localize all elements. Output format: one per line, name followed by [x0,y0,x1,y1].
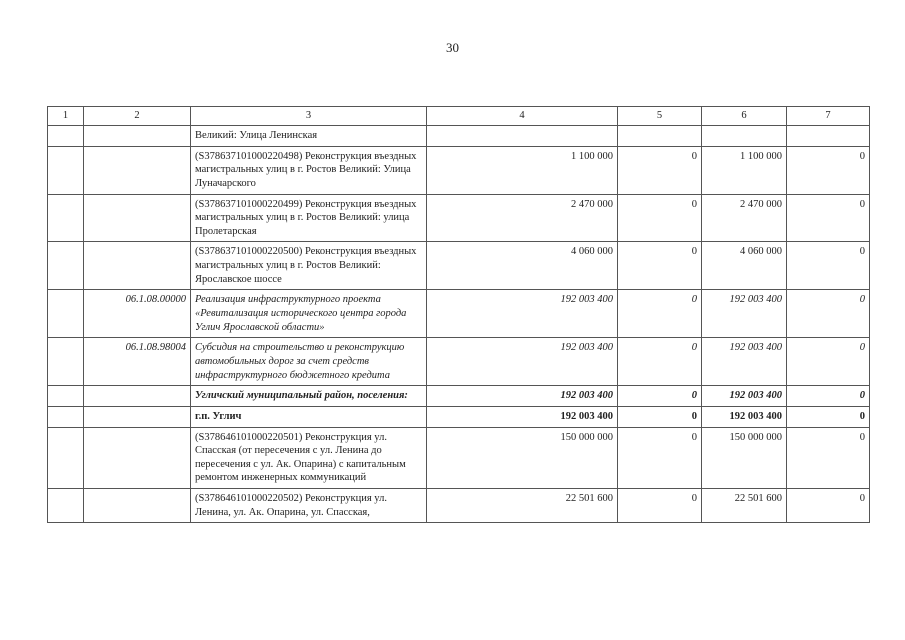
cell-name: (S378637101000220498) Реконструкция въездных магистральных улиц в г. Ростов Великий: Улица Луначарского [191,146,427,194]
column-header: 1 [48,107,84,126]
cell-amount-total: 192 003 400 [427,338,618,386]
cell-amount-regional: 150 000 000 [702,427,787,489]
cell-amount-federal: 0 [618,489,702,523]
cell-amount-total [427,126,618,147]
cell-col1 [48,338,84,386]
cell-amount-other: 0 [787,338,870,386]
cell-col1 [48,489,84,523]
cell-code: 06.1.08.00000 [84,290,191,338]
table-header-row [48,107,870,126]
cell-amount-regional: 22 501 600 [702,489,787,523]
cell-amount-other: 0 [787,242,870,290]
cell-name: г.п. Углич [191,406,427,427]
cell-code [84,126,191,147]
cell-amount-federal: 0 [618,146,702,194]
cell-amount-regional: 192 003 400 [702,290,787,338]
table-row [48,406,870,427]
cell-name: Угличский муниципальный район, поселения: [191,386,427,407]
table-row [48,338,870,386]
cell-amount-total: 192 003 400 [427,406,618,427]
column-header: 7 [787,107,870,126]
cell-col1 [48,386,84,407]
cell-amount-federal: 0 [618,242,702,290]
cell-amount-other: 0 [787,290,870,338]
table-row [48,126,870,147]
budget-table [47,106,870,523]
cell-code [84,406,191,427]
table-row [48,290,870,338]
column-header: 3 [191,107,427,126]
cell-col1 [48,194,84,242]
cell-amount-other: 0 [787,489,870,523]
cell-amount-federal: 0 [618,290,702,338]
cell-name: (S378646101000220501) Реконструкция ул. Спасская (от пересечения с ул. Ленина до пересечения с ул. Ак. Опарина) с капитальным ремонтом инженерных коммуникаций [191,427,427,489]
cell-amount-total: 192 003 400 [427,290,618,338]
table-row [48,194,870,242]
column-header: 5 [618,107,702,126]
cell-code: 06.1.08.98004 [84,338,191,386]
column-header: 4 [427,107,618,126]
cell-name: (S378637101000220499) Реконструкция въездных магистральных улиц в г. Ростов Великий: улица Пролетарская [191,194,427,242]
cell-amount-total: 1 100 000 [427,146,618,194]
column-header: 2 [84,107,191,126]
cell-amount-total: 4 060 000 [427,242,618,290]
cell-amount-regional: 192 003 400 [702,406,787,427]
table-row [48,427,870,489]
cell-amount-other: 0 [787,406,870,427]
cell-amount-regional: 2 470 000 [702,194,787,242]
cell-code [84,194,191,242]
table-row [48,386,870,407]
cell-col1 [48,126,84,147]
cell-amount-total: 192 003 400 [427,386,618,407]
cell-amount-federal: 0 [618,338,702,386]
cell-amount-other: 0 [787,386,870,407]
column-header: 6 [702,107,787,126]
cell-amount-other: 0 [787,427,870,489]
cell-amount-regional: 192 003 400 [702,338,787,386]
cell-amount-regional [702,126,787,147]
cell-amount-regional: 1 100 000 [702,146,787,194]
cell-code [84,146,191,194]
table-row [48,146,870,194]
cell-col1 [48,146,84,194]
cell-amount-other: 0 [787,146,870,194]
cell-amount-other [787,126,870,147]
cell-col1 [48,290,84,338]
cell-amount-total: 22 501 600 [427,489,618,523]
cell-name: Великий: Улица Ленинская [191,126,427,147]
cell-col1 [48,242,84,290]
cell-name: (S378637101000220500) Реконструкция въездных магистральных улиц в г. Ростов Великий: Ярославское шоссе [191,242,427,290]
table-row [48,489,870,523]
cell-amount-total: 150 000 000 [427,427,618,489]
cell-amount-federal [618,126,702,147]
cell-code [84,242,191,290]
cell-col1 [48,427,84,489]
cell-amount-federal: 0 [618,427,702,489]
cell-name: (S378646101000220502) Реконструкция ул. Ленина, ул. Ак. Опарина, ул. Спасская, [191,489,427,523]
cell-col1 [48,406,84,427]
cell-amount-federal: 0 [618,194,702,242]
cell-amount-federal: 0 [618,406,702,427]
page-number: 30 [446,40,459,55]
cell-code [84,489,191,523]
table-row [48,242,870,290]
cell-amount-total: 2 470 000 [427,194,618,242]
cell-amount-regional: 192 003 400 [702,386,787,407]
cell-amount-other: 0 [787,194,870,242]
cell-code [84,386,191,407]
cell-name: Реализация инфраструктурного проекта «Ревитализация исторического центра города Углич Ярославской области» [191,290,427,338]
cell-amount-federal: 0 [618,386,702,407]
cell-code [84,427,191,489]
cell-amount-regional: 4 060 000 [702,242,787,290]
cell-name: Субсидия на строительство и реконструкцию автомобильных дорог за счет средств инфраструктурного бюджетного кредита [191,338,427,386]
